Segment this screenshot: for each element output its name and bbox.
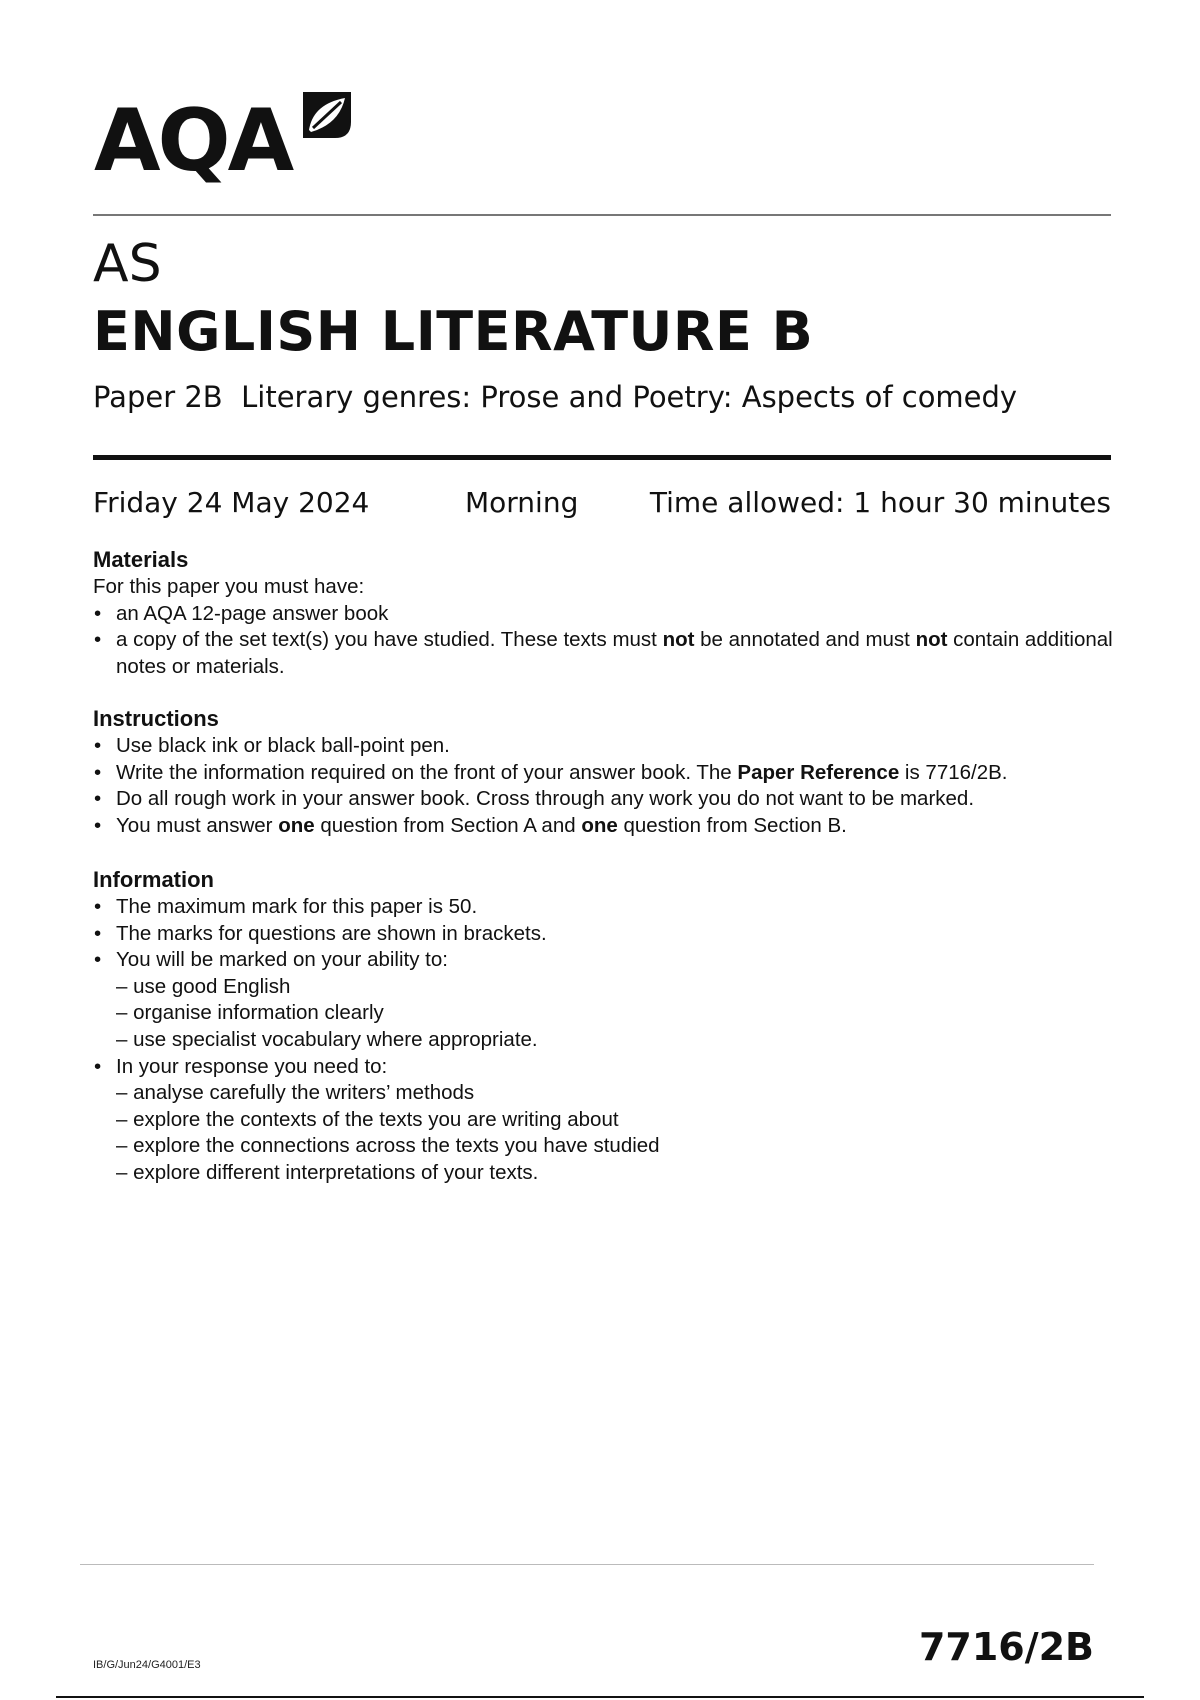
qualification-level: AS <box>93 234 162 294</box>
exam-session: Morning <box>465 486 579 519</box>
sub-item: – explore the contexts of the texts you are writing about <box>116 1107 619 1131</box>
item-text: question from Section B. <box>617 813 847 837</box>
list-item <box>93 813 1123 840</box>
item-text: You will be marked on your ability to: <box>116 948 448 972</box>
item-text: Write the information required on the front of your answer book. The <box>116 760 738 784</box>
sub-item: – organise information clearly <box>116 1001 384 1025</box>
instructions-section <box>93 705 1123 839</box>
sub-item: – explore different interpretations of your texts. <box>116 1160 539 1184</box>
information-list-continued <box>93 1054 1123 1081</box>
list-item <box>93 894 1123 921</box>
document-code: IB/G/Jun24/G4001/E3 <box>93 1659 201 1671</box>
item-text: Use black ink or black ball-point pen. <box>116 734 450 757</box>
paper-reference: 7716/2B <box>918 1625 1094 1669</box>
list-item <box>93 786 1123 813</box>
aqa-logo-text: AQA <box>94 91 292 191</box>
sub-item: – use specialist vocabulary where appropriate. <box>116 1027 538 1051</box>
list-item <box>93 947 1123 974</box>
exam-date: Friday 24 May 2024 <box>93 486 370 519</box>
list-item <box>93 760 1123 787</box>
emphasis: one <box>278 813 315 837</box>
instructions-list <box>93 733 1123 839</box>
emphasis: not <box>915 628 948 652</box>
emphasis: Paper Reference <box>737 760 900 784</box>
emphasis: one <box>581 813 618 837</box>
paper-title: Paper 2B Literary genres: Prose and Poetry: Aspects of comedy <box>93 380 1018 414</box>
item-text: The marks for questions are shown in brackets. <box>116 921 547 945</box>
materials-section <box>93 546 1123 680</box>
sub-item: – analyse carefully the writers’ methods <box>116 1081 475 1105</box>
page-bottom-border <box>56 1696 1144 1698</box>
item-text: Do all rough work in your answer book. Cross through any work you do not want to be marked. <box>116 787 975 811</box>
item-text: contain additional notes or materials. <box>116 628 1113 678</box>
item-text: an AQA 12-page answer book <box>116 601 389 625</box>
sub-item: – use good English <box>116 974 291 998</box>
information-section <box>93 866 1123 1187</box>
information-heading: Information <box>93 867 214 892</box>
list-item <box>93 733 1123 760</box>
list-item <box>93 601 1123 628</box>
time-allowed: Time allowed: 1 hour 30 minutes <box>649 486 1111 519</box>
item-text: be annotated and must <box>694 628 916 652</box>
materials-heading: Materials <box>93 547 189 572</box>
emphasis: not <box>662 628 695 652</box>
sub-item: – explore the connections across the texts you have studied <box>116 1134 660 1158</box>
item-text: question from Section A and <box>314 813 582 837</box>
aqa-leaf-icon <box>299 88 355 144</box>
materials-list <box>93 601 1123 681</box>
footer-divider <box>80 1564 1094 1565</box>
information-list <box>93 894 1123 974</box>
header-divider <box>93 214 1111 216</box>
instructions-heading: Instructions <box>93 706 219 731</box>
title-divider <box>93 455 1111 460</box>
item-text: The maximum mark for this paper is 50. <box>116 895 478 918</box>
item-text: You must answer <box>116 813 279 837</box>
list-item <box>93 1054 1123 1081</box>
item-text: is 7716/2B. <box>899 760 1008 784</box>
item-text: a copy of the set text(s) you have studied. These texts must <box>116 628 663 652</box>
materials-intro: For this paper you must have: <box>93 575 365 598</box>
list-item <box>93 627 1123 680</box>
list-item <box>93 921 1123 948</box>
aqa-logo <box>94 84 364 191</box>
item-text: In your response you need to: <box>116 1054 388 1078</box>
subject-title: ENGLISH LITERATURE B <box>93 300 814 363</box>
